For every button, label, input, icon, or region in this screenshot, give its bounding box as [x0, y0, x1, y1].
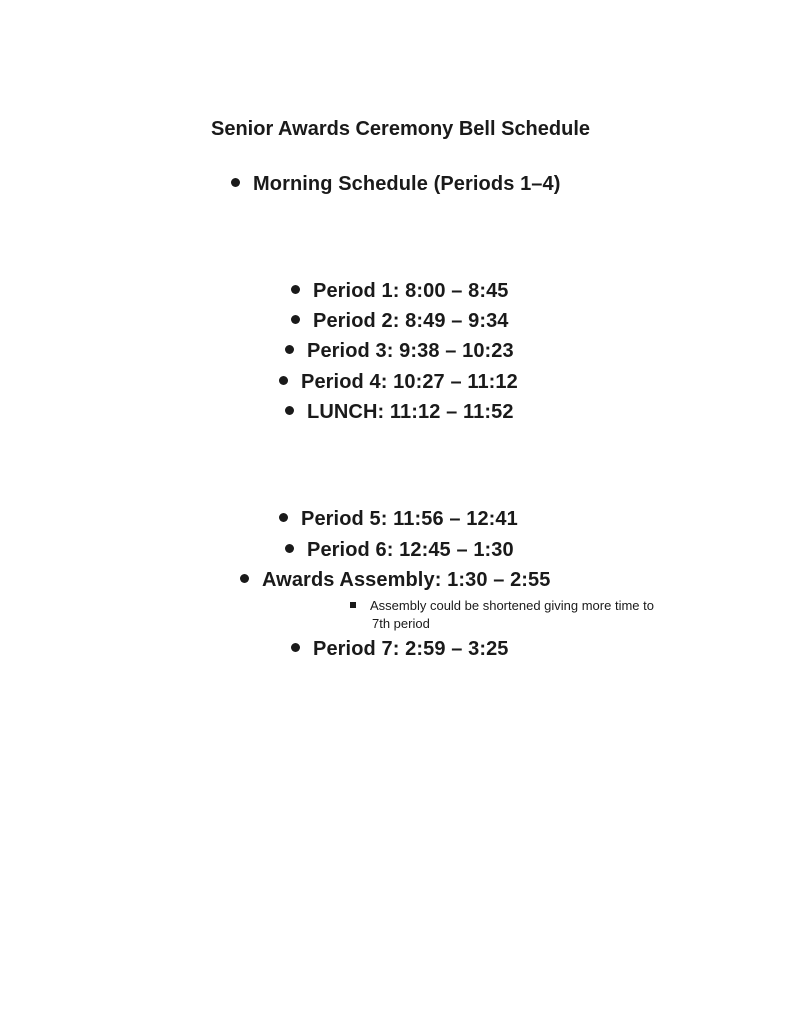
bullet-icon: [279, 376, 288, 385]
schedule-item-lunch: LUNCH: 11:12 – 11:52: [307, 401, 514, 423]
list-item: [291, 279, 509, 303]
bullet-icon: [231, 178, 240, 187]
list-item: [291, 309, 509, 333]
bullet-icon: [285, 406, 294, 415]
list-item: [285, 339, 514, 363]
list-item: [285, 400, 514, 424]
page-title: Senior Awards Ceremony Bell Schedule: [211, 118, 591, 140]
schedule-item-period-6: Period 6: 12:45 – 1:30: [307, 539, 514, 561]
bullet-icon: [240, 574, 249, 583]
schedule-item-period-5: Period 5: 11:56 – 12:41: [301, 508, 518, 530]
schedule-item-assembly: Awards Assembly: 1:30 – 2:55: [262, 569, 551, 591]
assembly-note-line1: Assembly could be shortened giving more time to: [370, 598, 654, 613]
schedule-item-period-2: Period 2: 8:49 – 9:34: [313, 310, 509, 332]
assembly-note: [350, 597, 654, 633]
schedule-item-period-7: Period 7: 2:59 – 3:25: [313, 638, 509, 660]
list-item: [240, 568, 551, 592]
bullet-icon: [285, 345, 294, 354]
bullet-icon: [291, 643, 300, 652]
bullet-icon: [291, 285, 300, 294]
schedule-item-period-4: Period 4: 10:27 – 11:12: [301, 371, 518, 393]
list-item: [291, 637, 509, 661]
assembly-note-line2: 7th period: [372, 616, 430, 631]
list-item: [285, 538, 514, 562]
bullet-icon: [285, 544, 294, 553]
list-item: [279, 370, 518, 394]
square-bullet-icon: [350, 602, 356, 608]
section-heading: Morning Schedule (Periods 1–4): [253, 173, 561, 195]
section-heading-item: [231, 172, 561, 196]
schedule-item-period-3: Period 3: 9:38 – 10:23: [307, 340, 514, 362]
bullet-icon: [279, 513, 288, 522]
bullet-icon: [291, 315, 300, 324]
schedule-item-period-1: Period 1: 8:00 – 8:45: [313, 280, 509, 302]
list-item: [279, 507, 518, 531]
